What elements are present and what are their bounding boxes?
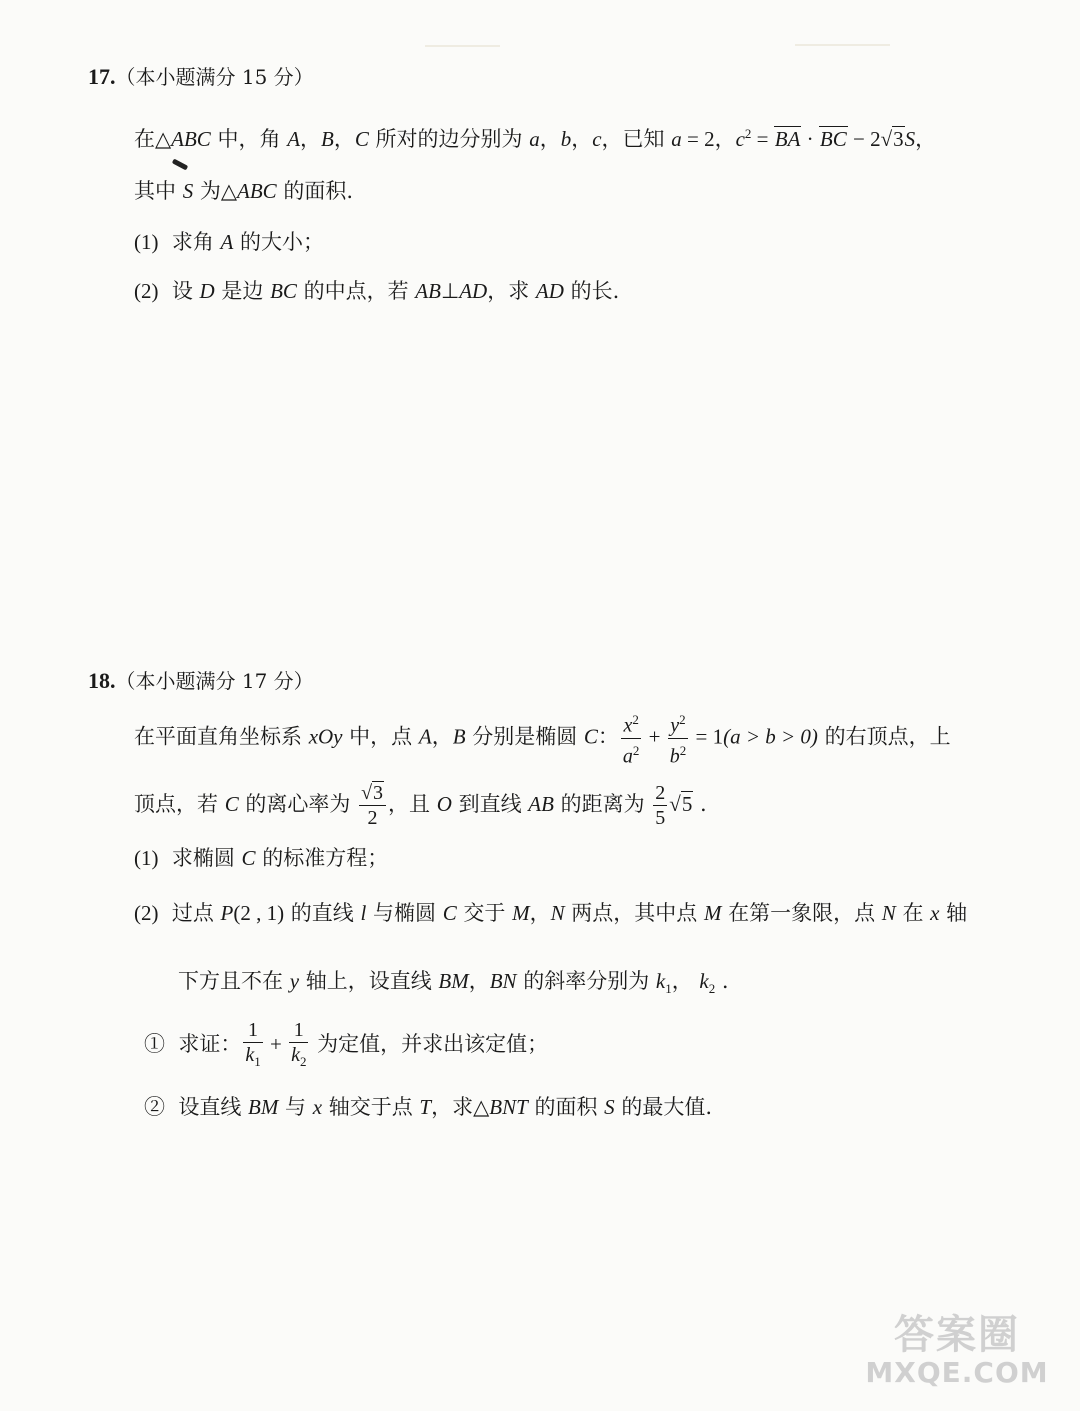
math-var: BC bbox=[270, 279, 297, 303]
fraction-2-5 bbox=[653, 781, 667, 830]
text: ， bbox=[333, 127, 355, 151]
math-var: C bbox=[354, 127, 369, 151]
q18-part2-line2 bbox=[178, 966, 729, 1004]
math-var: A bbox=[287, 127, 301, 151]
math-text: · bbox=[801, 127, 819, 151]
subscript: 2 bbox=[299, 1053, 307, 1069]
math-text: = bbox=[751, 127, 774, 151]
q18-score: （本小题满分 17 分） bbox=[115, 669, 314, 693]
radicand: 3 bbox=[893, 127, 904, 151]
math-var: y bbox=[670, 714, 680, 737]
math-var: b bbox=[669, 745, 680, 768]
text: 的右顶点，上 bbox=[817, 724, 951, 749]
text: 轴上，设直线 bbox=[299, 969, 439, 993]
text: ， bbox=[529, 901, 551, 925]
text: 与 bbox=[278, 1095, 313, 1119]
circled-number: ② bbox=[144, 1095, 165, 1119]
math-var: A bbox=[220, 230, 234, 254]
sqrt-5: √5 bbox=[669, 792, 693, 816]
text: 交于 bbox=[456, 901, 513, 925]
text: 在第一象限，点 bbox=[721, 901, 882, 925]
text: 顶点，若 bbox=[134, 792, 225, 816]
text: . bbox=[715, 969, 729, 993]
q18-stem-line1 bbox=[134, 708, 951, 768]
text: 的中点，若 bbox=[296, 279, 416, 303]
math-var: BM bbox=[438, 969, 469, 993]
text: 的标准方程； bbox=[255, 846, 389, 870]
math-var: B bbox=[321, 127, 334, 151]
text: 过点 bbox=[171, 901, 221, 925]
math-var: xOy bbox=[308, 724, 343, 749]
math-var: P bbox=[220, 901, 234, 925]
text: ， bbox=[539, 127, 561, 151]
text: 为△ bbox=[193, 179, 238, 203]
text: ， bbox=[571, 127, 593, 151]
part-label: (2) bbox=[134, 279, 159, 303]
numerator: 1 bbox=[243, 1018, 262, 1043]
text: 是边 bbox=[214, 279, 271, 303]
math-var: A bbox=[418, 724, 432, 749]
denominator: 5 bbox=[655, 807, 666, 829]
math-var: ABC bbox=[171, 127, 211, 151]
watermark-logo bbox=[862, 1313, 1052, 1393]
math-var: y bbox=[289, 969, 300, 993]
math-var: S bbox=[182, 179, 194, 203]
text: 其中 bbox=[134, 179, 183, 203]
perp-symbol: ⊥ bbox=[440, 279, 460, 303]
math-var: k bbox=[655, 969, 666, 993]
q17-stem-line2 bbox=[134, 176, 353, 206]
text: 在平面直角坐标系 bbox=[134, 724, 309, 749]
math-var: x bbox=[623, 714, 633, 737]
text: 下方且不在 bbox=[178, 969, 290, 993]
text: . bbox=[693, 792, 707, 816]
superscript: 2 bbox=[679, 742, 687, 758]
vector-ba: BA bbox=[774, 127, 801, 151]
math-var: B bbox=[452, 724, 466, 749]
math-var: D bbox=[199, 279, 215, 303]
part-label: (1) bbox=[134, 230, 159, 254]
math-var: AD bbox=[459, 279, 488, 303]
denominator: 2 bbox=[367, 807, 378, 829]
watermark-url: MXQE.COM bbox=[865, 1356, 1049, 1389]
math-var: c bbox=[592, 127, 602, 151]
math-var: c bbox=[735, 127, 745, 151]
math-var: M bbox=[703, 901, 722, 925]
superscript: 2 bbox=[679, 712, 686, 727]
text: 轴 bbox=[939, 901, 968, 925]
radicand: 5 bbox=[681, 792, 693, 816]
q18-sub1 bbox=[144, 1016, 548, 1074]
text: 到直线 bbox=[451, 792, 529, 816]
math-var: C bbox=[224, 792, 239, 816]
q17-part2 bbox=[134, 276, 619, 306]
q18-number: 18. bbox=[88, 668, 116, 693]
fraction-y2-b2 bbox=[668, 708, 689, 768]
scan-smudge bbox=[425, 45, 500, 47]
text: 设 bbox=[171, 279, 200, 303]
text: 的离心率为 bbox=[238, 792, 358, 816]
subscript: 1 bbox=[254, 1053, 261, 1069]
text: 轴交于点 bbox=[322, 1095, 420, 1119]
math-var: N bbox=[550, 901, 565, 925]
superscript: 2 bbox=[744, 126, 752, 141]
math-var: O bbox=[436, 792, 452, 816]
math-var: k bbox=[699, 969, 709, 993]
text: ， bbox=[671, 969, 700, 993]
numerator: 1 bbox=[289, 1018, 308, 1043]
scan-smudge bbox=[795, 44, 890, 46]
text: ， bbox=[468, 969, 490, 993]
q17-number: 17. bbox=[88, 64, 116, 89]
superscript: 2 bbox=[632, 712, 639, 727]
text: 中，角 bbox=[210, 127, 288, 151]
math-var: x bbox=[930, 901, 940, 925]
text: ， bbox=[300, 127, 322, 151]
math-var: C bbox=[241, 846, 256, 870]
text: 的最大值. bbox=[614, 1095, 712, 1119]
math-text: (2 , 1) bbox=[233, 901, 285, 925]
math-var: C bbox=[583, 724, 598, 749]
math-var: l bbox=[360, 901, 367, 925]
fraction-1-k2 bbox=[289, 1018, 308, 1074]
circled-number: ① bbox=[144, 1032, 165, 1056]
numerator: 2 bbox=[655, 782, 666, 804]
text: 的距离为 bbox=[553, 792, 652, 816]
text: 的面积 bbox=[527, 1095, 605, 1119]
radicand: 3 bbox=[373, 782, 384, 804]
q18-stem-line2 bbox=[134, 776, 707, 832]
q17-stem-line1 bbox=[134, 119, 936, 154]
math-var: S bbox=[604, 1095, 615, 1119]
text: ，已知 bbox=[601, 127, 672, 151]
text: 的斜率分别为 bbox=[516, 969, 656, 993]
math-var: AB bbox=[415, 279, 441, 303]
text: 的面积. bbox=[276, 179, 354, 203]
math-var: k bbox=[245, 1043, 255, 1066]
text: ，且 bbox=[388, 792, 437, 816]
fraction-1-k1 bbox=[243, 1018, 262, 1074]
sqrt-3: √3 bbox=[361, 782, 384, 804]
math-condition: (a > b > 0) bbox=[723, 724, 818, 749]
text: 的直线 bbox=[284, 901, 361, 925]
text: 求椭圆 bbox=[171, 846, 242, 870]
text: 求角 bbox=[171, 230, 221, 254]
fraction-sqrt3-2 bbox=[359, 781, 386, 830]
q18-sub2 bbox=[144, 1092, 712, 1122]
sqrt-3: √3 bbox=[880, 127, 904, 151]
text: 设直线 bbox=[178, 1095, 249, 1119]
math-var: S bbox=[904, 127, 916, 151]
text: ，求 bbox=[487, 279, 536, 303]
math-var: a bbox=[622, 745, 633, 768]
q17-heading bbox=[88, 62, 314, 92]
text: 两点，其中点 bbox=[564, 901, 704, 925]
text: 所对的边分别为 bbox=[368, 127, 530, 151]
text: ： bbox=[597, 724, 619, 749]
math-var: AB bbox=[528, 792, 554, 816]
math-var: a bbox=[529, 127, 540, 151]
text: ， bbox=[915, 127, 937, 151]
text: 中，点 bbox=[342, 724, 419, 749]
text: ，求△ bbox=[431, 1095, 490, 1119]
text: 在△ bbox=[134, 127, 172, 151]
superscript: 2 bbox=[632, 742, 640, 758]
math-var: T bbox=[419, 1095, 432, 1119]
math-text: + bbox=[643, 724, 666, 749]
watermark-title: 答案圈 bbox=[894, 1312, 1020, 1358]
text: 在 bbox=[895, 901, 931, 925]
math-text: − 2 bbox=[847, 127, 881, 151]
q18-part1 bbox=[134, 843, 388, 873]
subscript: 1 bbox=[665, 981, 672, 997]
text: 的大小； bbox=[233, 230, 325, 254]
part-label: (1) bbox=[134, 846, 159, 870]
math-var: BNT bbox=[489, 1095, 528, 1119]
math-var: BN bbox=[489, 969, 517, 993]
text: 的长. bbox=[563, 279, 620, 303]
math-var: BM bbox=[248, 1095, 279, 1119]
q17-score: （本小题满分 15 分） bbox=[115, 65, 314, 89]
subscript: 2 bbox=[708, 981, 716, 997]
math-text: = 2， bbox=[681, 127, 736, 151]
math-var: C bbox=[442, 901, 457, 925]
math-var: ABC bbox=[237, 179, 277, 203]
math-var: a bbox=[671, 127, 682, 151]
math-var: M bbox=[512, 901, 530, 925]
vector-bc: BC bbox=[819, 127, 847, 151]
text: 为定值，并求出该定值； bbox=[310, 1032, 549, 1056]
math-var: N bbox=[881, 901, 896, 925]
q18-heading bbox=[88, 666, 314, 696]
text: 分别是椭圆 bbox=[465, 724, 584, 749]
q17-part1 bbox=[134, 227, 324, 257]
math-text: = 1 bbox=[690, 724, 724, 749]
math-var: k bbox=[291, 1043, 300, 1066]
pen-mark bbox=[172, 159, 188, 171]
fraction-x2-a2 bbox=[621, 708, 642, 768]
math-var: b bbox=[560, 127, 572, 151]
math-var: x bbox=[312, 1095, 323, 1119]
text: ， bbox=[431, 724, 453, 749]
text: 与椭圆 bbox=[366, 901, 443, 925]
q18-part2 bbox=[134, 898, 967, 928]
math-var: AD bbox=[535, 279, 564, 303]
text: 求证： bbox=[178, 1032, 242, 1056]
part-label: (2) bbox=[134, 901, 159, 925]
math-text: + bbox=[264, 1032, 288, 1056]
